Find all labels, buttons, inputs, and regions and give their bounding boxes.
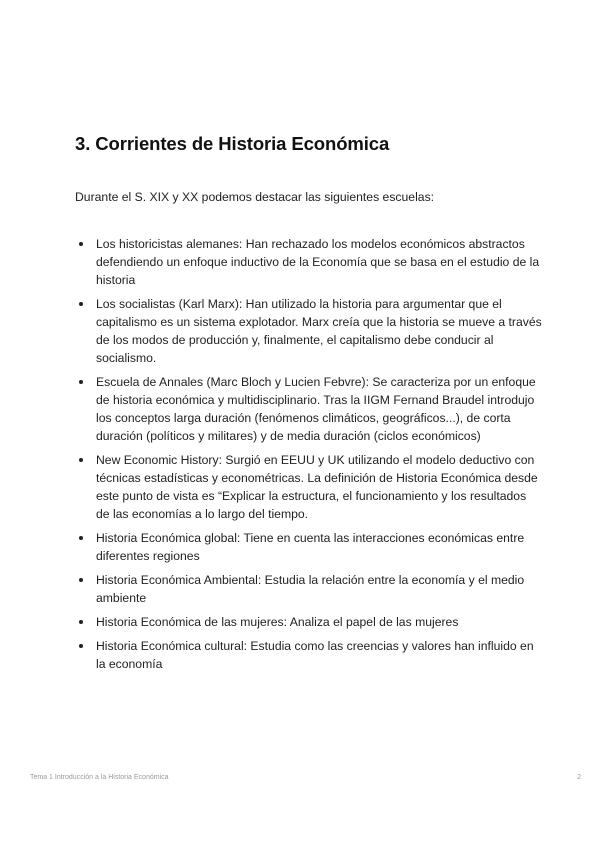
list-item-text: Historia Económica Ambiental: Estudia la relación entre la economía y el medio ambiente	[96, 573, 525, 605]
bullet-icon	[79, 242, 83, 246]
list-item	[75, 295, 543, 367]
list-item	[75, 637, 543, 673]
list-item	[75, 451, 543, 523]
list-item	[75, 373, 543, 445]
list-item	[75, 571, 543, 607]
bullet-icon	[79, 380, 83, 384]
bullet-icon	[79, 302, 83, 306]
list-item-text: Los historicistas alemanes: Han rechazado los modelos económicos abstractos defendiendo un enfoque inductivo de la Economía que se basa en el estudio de la historia	[96, 237, 540, 287]
list-item-text: Escuela de Annales (Marc Bloch y Lucien Febvre): Se caracteriza por un enfoque de historia económica y multidisciplinario. Tras la IIGM Fernand Braudel introdujo los conceptos larga duración (fenómenos climáticos, geográficos...), de corta duración (políticos y militares) y de media duración (ciclos económicos)	[96, 375, 536, 443]
list-item-text: Historia Económica de las mujeres: Analiza el papel de las mujeres	[96, 615, 459, 629]
bullet-icon	[79, 578, 83, 582]
schools-list	[75, 235, 543, 679]
footer-page-number: 2	[577, 774, 581, 781]
list-item-text: Historia Económica global: Tiene en cuenta las interacciones económicas entre diferentes regiones	[96, 531, 525, 563]
list-item	[75, 529, 543, 565]
intro-paragraph: Durante el S. XIX y XX podemos destacar las siguientes escuelas:	[75, 190, 435, 204]
list-item-text: New Economic History: Surgió en EEUU y UK utilizando el modelo deductivo con técnicas estadísticas y econométricas. La definición de Historia Económica desde este punto de vista es “Explicar la estructura, el funcionamiento y los resultados de las economías a lo largo del tiempo.	[96, 453, 538, 521]
bullet-icon	[79, 458, 83, 462]
bullet-icon	[79, 536, 83, 540]
bullet-icon	[79, 620, 83, 624]
bullet-icon	[79, 644, 83, 648]
footer-course-title: Tema 1 Introducción a la Historia Económica	[30, 774, 169, 781]
list-item-text: Los socialistas (Karl Marx): Han utilizado la historia para argumentar que el capitalismo es un sistema explotador. Marx creía que la historia se mueve a través de los modos de producción y, finalmente, el capitalismo debe conducir al socialismo.	[96, 297, 542, 365]
list-item	[75, 235, 543, 289]
list-item	[75, 613, 543, 631]
list-item-text: Historia Económica cultural: Estudia como las creencias y valores han influido en la economía	[96, 639, 534, 671]
page-title: 3. Corrientes de Historia Económica	[75, 133, 390, 154]
